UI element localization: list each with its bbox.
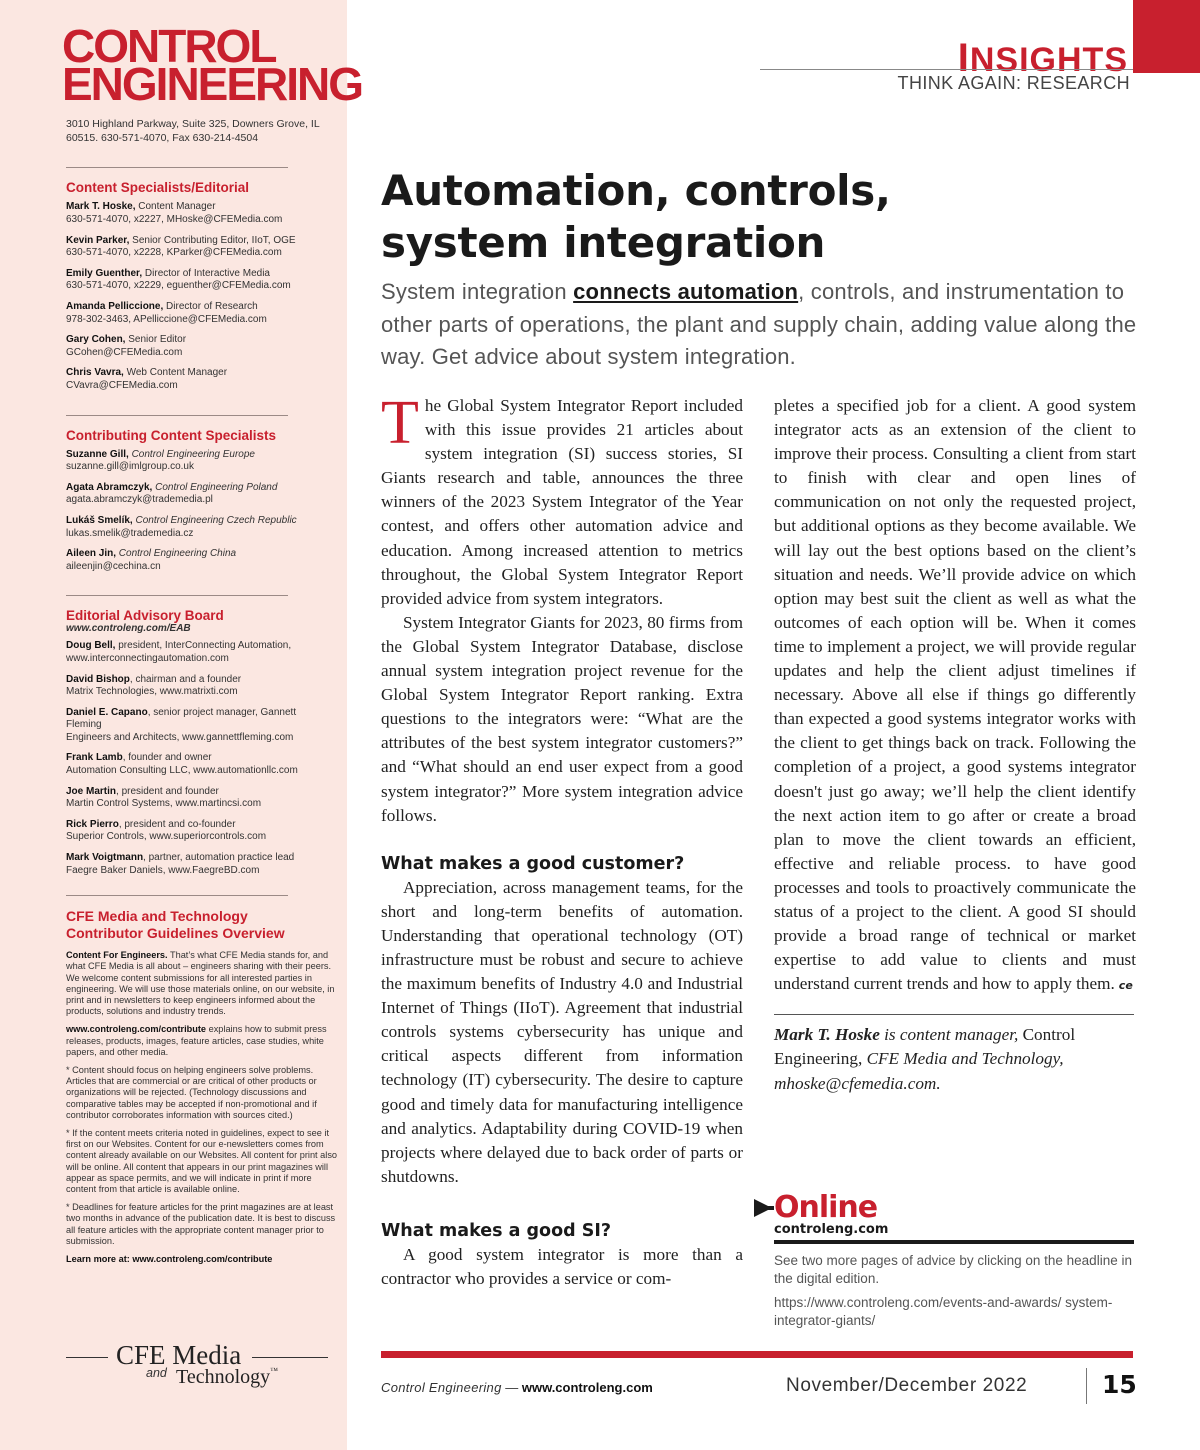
section-heading-si: What makes a good SI?: [381, 1220, 611, 1241]
section-heading-customer: What makes a good customer?: [381, 853, 685, 874]
staff-entry: David Bishop, chairman and a founder Matrix Technologies, www.matrixti.com: [66, 673, 242, 698]
section-label: INSIGHTS: [957, 36, 1128, 80]
divider: [66, 167, 288, 168]
section-subtitle: THINK AGAIN: RESEARCH: [897, 73, 1130, 93]
footer-divider: [1086, 1368, 1087, 1404]
article-title: Automation, controls, system integration: [381, 166, 891, 267]
body-paragraph: Appreciation, across management teams, for the short and long-term benefits of automation. Understanding that operational technology (OT) infrastructure must be robust and secure to achieve the maximum benefits of Industry 4.0 and Industrial Internet of Things (IIoT). Agreement that industrial controls systems cybersecurity has unique and critical aspects different from information technology (IT) cybersecurity. The desire to capture good and timely data for manufacturing intelligence and analytics. Adaptability during COVID-19 when projects where delayed due to back order of parts or shutdowns.: [381, 877, 743, 1186]
section-color-block: [1133, 0, 1200, 73]
drop-cap: T: [381, 389, 419, 457]
staff-entry: Amanda Pelliccione, Director of Research 978-302-3463, APelliccione@CFEMedia.com: [66, 301, 267, 325]
article-column-2: [774, 394, 1136, 1096]
intro-paragraph: The Global System Integrator Report included with this issue provides 21 articles about system integration (SI) success stories, SI Giants research and table, announces the three winners of the 2023 System Integrator of the Year contest, and offers other automation advice and education. Among increased attention to metrics throughout, the Global System Integrator Report provided advice from system integrators.: [381, 389, 743, 608]
staff-entry: Aileen Jin, Control Engineering China aileenjin@cechina.cn: [66, 548, 237, 572]
staff-entry: Joe Martin, president and founder Martin Control Systems, www.martincsi.com: [66, 785, 262, 810]
editorial-heading: Content Specialists/Editorial: [66, 180, 250, 196]
divider: [66, 895, 288, 896]
body-paragraph: pletes a specified job for a client. A good system integrator acts as an extension of the client to improve their process. Consulting a client from start to finish with clear and open lines of communication on not only the requested project, but additional options as they become available. We will lay out the best options based on the client’s situation and needs. We’ll provide advice on which option may best suit the client as well as what the outcomes of each option will be. When it comes time to implement a project, we will provide regular updates and help the client adjust timelines if necessary. Above all else if things go differently than expected a good systems integrator works with the client to get things back on track. Following the completion of a project, a good systems integrator doesn't just go away; we’ll help the client identify the next action item to go after or create a broad plan to move the client towards an efficient, effective and reliable process. to have good processes and tools to proactively communicate the status of a project to the client. A good SI should provide a broad range of technical or market expertise to add value to clients and must understand current trends and how to apply them. ce: [774, 396, 1136, 994]
editorial-list: [66, 201, 327, 392]
advisory-heading: Editorial Advisory Board: [66, 608, 224, 624]
footer-publication: Control Engineering — www.controleng.com: [381, 1380, 653, 1395]
staff-entry: Suzanne Gill, Control Engineering Europe suzanne.gill@imlgroup.co.uk: [66, 448, 255, 473]
online-url[interactable]: controleng.com: [774, 1222, 889, 1237]
issue-date: November/December 2022: [786, 1375, 1028, 1396]
staff-entry: Lukáš Smelík, Control Engineering Czech Republic lukas.smelik@trademedia.cz: [66, 514, 297, 539]
sidebar: [0, 0, 363, 1450]
article-column-1: [381, 389, 743, 1291]
body-paragraph: A good system integrator is more than a contractor who provides a service or com-: [381, 1244, 743, 1288]
end-mark-icon: ce: [1118, 979, 1133, 993]
article-deck: System integration connects automation, controls, and instrumentation to other parts of operations, the plant and supply chain, adding value along the way. Get advice about system integration.: [381, 279, 1137, 369]
staff-entry: Doug Bell, president, InterConnecting Automation, www.interconnectingautomation.com: [66, 640, 292, 664]
staff-entry: Chris Vavra, Web Content Manager CVavra@CFEMedia.com: [66, 367, 228, 391]
staff-entry: Rick Pierro, president and co-founder Superior Controls, www.superiorcontrols.com: [66, 818, 267, 843]
staff-entry: Frank Lamb, founder and owner Automation Consulting LLC, www.automationllc.com: [66, 752, 298, 777]
control-engineering-logo: CONTROL ENGINEERING: [62, 20, 363, 110]
staff-entry: Gary Cohen, Senior Editor GCohen@CFEMedia.com: [66, 334, 187, 358]
author-bio: Mark T. Hoske is content manager, Control Engineering, CFE Media and Technology, mhoske@cfemedia.com.: [774, 1025, 1076, 1093]
divider: [66, 415, 288, 416]
page-number: 15: [1102, 1370, 1137, 1399]
header-rule: [760, 69, 1133, 70]
guidelines-p3: * Content should focus on helping engineers solve problems. Articles that are commercial or are critical of other products or organizations will be rejected. (Technology discussions and comparative tables may be accepted if non-promotional and if contributor corroborates information with sources cited.): [66, 1065, 317, 1120]
staff-entry: Daniel E. Capano, senior project manager, Gannett Fleming Engineers and Architects, www.gannettfleming.com: [66, 706, 297, 743]
guidelines-p5: * Deadlines for feature articles for the print magazines are at least two months in advance of the publication date. It is best to discuss all feature articles with the appropriate content manager prior to submission.: [66, 1202, 336, 1246]
staff-entry: Kevin Parker, Senior Contributing Editor, IIoT, OGE 630-571-4070, x2228, KParker@CFEMedia.com: [66, 234, 296, 259]
online-link[interactable]: https://www.controleng.com/events-and-awards/ system-integrator-giants/: [774, 1295, 1113, 1328]
guidelines-p2: www.controleng.com/contribute explains how to submit press releases, products, images, feature articles, case studies, white papers, and other media.: [66, 1024, 327, 1057]
body-paragraph: System Integrator Giants for 2023, 80 firms from the Global System Integrator Database, disclose annual system integration project revenue for the Global System Integrator Report ranking. Extra questions to the integrators were: “What are the attributes of the best system integrator customers?” and “What should an end user expect from a good system integrator?” More system integration advice follows.: [381, 612, 743, 825]
author-email[interactable]: mhoske@cfemedia.com.: [774, 1073, 941, 1093]
footer-url[interactable]: www.controleng.com: [521, 1380, 653, 1395]
divider: [66, 595, 288, 596]
divider: [774, 1014, 1134, 1015]
footer-bar: [381, 1351, 1133, 1358]
connects-automation-link[interactable]: connects automation: [573, 279, 799, 304]
staff-entry: Emily Guenther, Director of Interactive Media 630-571-4070, x2229, eguenther@CFEMedia.com: [66, 267, 291, 292]
advisory-list: [66, 640, 327, 877]
guidelines-p4: * If the content meets criteria noted in guidelines, expect to see it first on our Websites. Content for our e-newsletters comes from content already available on our Websites. All content for print also will be online. All content that appears in our print magazines will appear as space permits, and we will indicate in print if more content from that article is available online.: [66, 1128, 338, 1195]
guidelines-p1: Content For Engineers. That’s what CFE Media stands for, and what CFE Media is all about – engineers sharing with their peers. We welcome content submissions for all interested parties in engineering. We will use those materials online, on our website, in print and in newsletters to keep engineers informed about the products, solutions and industry trends.: [66, 950, 335, 1017]
staff-entry: Agata Abramczyk, Control Engineering Poland agata.abramczyk@trademedia.pl: [66, 481, 278, 506]
contributing-list: [66, 449, 327, 574]
online-label: Online: [774, 1190, 878, 1225]
staff-entry: Mark Voigtmann, partner, automation practice lead Faegre Baker Daniels, www.FaegreBD.com: [66, 852, 295, 876]
guidelines-heading: CFE Media and Technology Contributor Guidelines Overview: [66, 908, 285, 942]
staff-entry: Mark T. Hoske, Content Manager 630-571-4070, x2227, MHoske@CFEMedia.com: [66, 201, 283, 226]
arrow-icon: [754, 1199, 772, 1217]
guidelines-learn-more[interactable]: Learn more at: www.controleng.com/contribute: [66, 1254, 273, 1265]
online-description: See two more pages of advice by clicking on the headline in the digital edition.: [774, 1253, 1132, 1286]
online-rule: [774, 1240, 1134, 1244]
advisory-url[interactable]: www.controleng.com/EAB: [66, 623, 191, 635]
contributing-heading: Contributing Content Specialists: [66, 427, 277, 443]
publisher-address: 3010 Highland Parkway, Suite 325, Downers Grove, IL 60515. 630-571-4070, Fax 630-214-4504: [66, 118, 320, 145]
